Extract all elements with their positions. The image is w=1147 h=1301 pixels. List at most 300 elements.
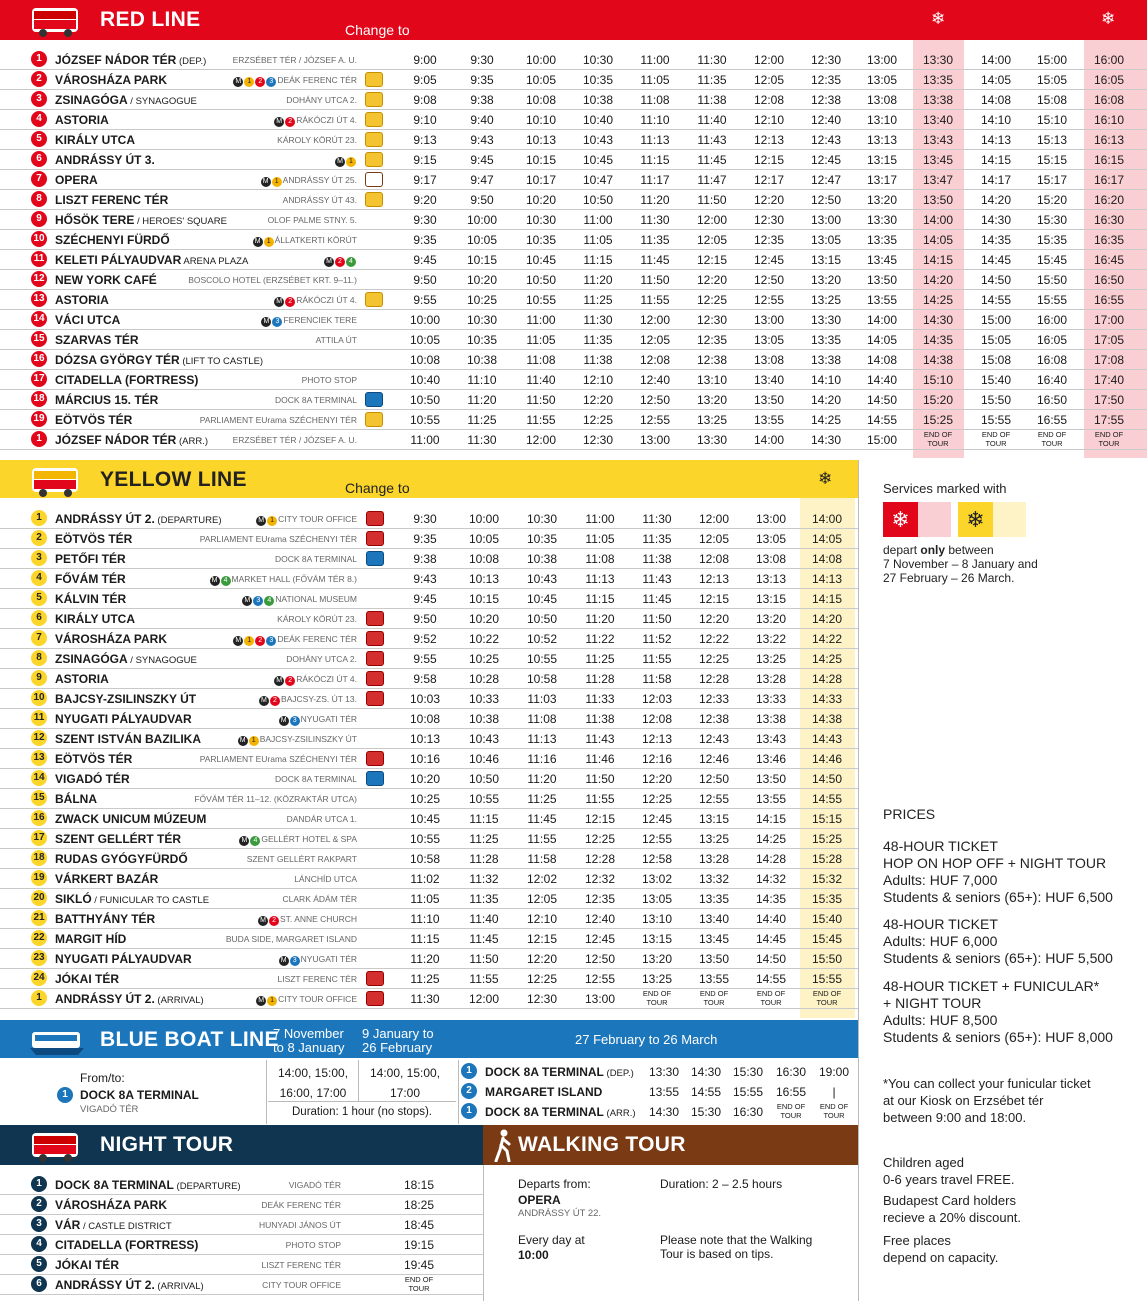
- stop-number: 1: [461, 1103, 477, 1119]
- stop-name: [485, 1085, 602, 1099]
- metro-line-icon: 2: [255, 636, 265, 646]
- divider: [483, 1165, 484, 1301]
- departure-time: 14:15: [811, 592, 843, 606]
- departure-time: 11:00: [640, 53, 670, 67]
- metro-line-icon: 1: [244, 77, 254, 87]
- stop-name: [55, 652, 197, 666]
- connection-text: RÁKÓCZI ÚT 4.: [296, 295, 357, 305]
- stop-name-main: JÓZSEF NÁDOR TÉR: [55, 433, 177, 447]
- departure-time: 12:28: [584, 852, 616, 866]
- departure-time: 12:02: [526, 872, 558, 886]
- departure-time: 13:25: [641, 972, 673, 986]
- departure-time: 13:00: [753, 313, 785, 327]
- metro-line-icon: M: [253, 237, 263, 247]
- departure-time: 10:50: [468, 772, 500, 786]
- metro-line-icon: M: [256, 516, 266, 526]
- departure-time: 15:50: [1036, 273, 1068, 287]
- departure-time: 11:35: [583, 333, 613, 347]
- metro-line-icon: M: [279, 956, 289, 966]
- departure-time: 10:45: [409, 812, 441, 826]
- departure-time: 12:05: [753, 73, 785, 87]
- departure-time: 15:55: [732, 1085, 764, 1099]
- stop-number: 1: [57, 1087, 73, 1103]
- legend-text: depart only between 7 November – 8 January and 27 February – 26 March.: [883, 543, 1038, 585]
- red-line-header: [0, 0, 1147, 40]
- departure-time: 14:38: [922, 353, 954, 367]
- metro-line-icon: M: [324, 257, 334, 267]
- boat-icon: [28, 1022, 86, 1058]
- stop-number: 13: [31, 750, 47, 766]
- departure-time: 11:30: [410, 992, 440, 1006]
- transfer-bus-icon: [366, 631, 384, 646]
- stop-connection: [277, 135, 357, 145]
- departure-time: 14:08: [811, 552, 843, 566]
- stop-name: [55, 353, 263, 367]
- departure-time: 12:25: [641, 792, 673, 806]
- departure-time: 9:50: [413, 273, 437, 287]
- departure-time: 11:50: [640, 273, 670, 287]
- walking-tour-title: WALKING TOUR: [518, 1133, 686, 1156]
- metro-line-icon: 2: [335, 257, 345, 267]
- stop-name-main: VÁCI UTCA: [55, 313, 121, 327]
- departure-time: 15:45: [811, 932, 843, 946]
- metro-line-icon: 1: [244, 636, 254, 646]
- departure-time: 10:10: [525, 113, 557, 127]
- stop-connection: CITY TOUR OFFICE: [262, 1280, 341, 1290]
- departure-time: 14:25: [922, 293, 954, 307]
- departure-time: 11:02: [410, 872, 440, 886]
- departure-time: 10:08: [409, 712, 441, 726]
- departure-time: 12:08: [698, 552, 730, 566]
- stop-name: [55, 772, 130, 786]
- departure-time: 10:55: [409, 413, 441, 427]
- walking-departs-place: OPERA: [518, 1193, 561, 1207]
- stop-connection: [239, 834, 357, 846]
- departure-time: 9:08: [413, 93, 437, 107]
- departure-time: 14:20: [980, 193, 1012, 207]
- departure-time: 13:05: [755, 532, 787, 546]
- stop-connection: [261, 315, 357, 327]
- blue-period-3: 27 February to 26 March: [575, 1032, 718, 1047]
- departure-time: 14:20: [811, 612, 843, 626]
- departure-time: 10:00: [466, 213, 498, 227]
- stop-number: 3: [31, 91, 47, 107]
- departure-time: 13:35: [922, 73, 954, 87]
- departure-time: 12:40: [584, 912, 616, 926]
- end-of-tour: END OF TOUR: [776, 1102, 806, 1120]
- metro-line-icon: 2: [285, 297, 295, 307]
- departure-time: 10:20: [525, 193, 557, 207]
- connection-text: DOCK 8A TERMINAL: [274, 554, 357, 564]
- transfer-bus-icon: [366, 991, 384, 1006]
- departure-time: 10:38: [466, 353, 498, 367]
- departure-time: 11:46: [585, 752, 615, 766]
- stop-name: [55, 193, 168, 207]
- stop-name-main: KIRÁLY UTCA: [55, 133, 136, 147]
- departure-time: 12:25: [526, 972, 558, 986]
- blue-boat-header: [0, 1020, 858, 1058]
- departure-time: 16:08: [1093, 93, 1125, 107]
- departure-time: 11:40: [526, 373, 556, 387]
- departure-time: 13:55: [753, 413, 785, 427]
- departure-time: 10:55: [525, 293, 557, 307]
- walking-person-icon: [491, 1128, 515, 1162]
- departure-time: 12:10: [526, 912, 558, 926]
- stop-name-main: VIGADÓ TÉR: [55, 772, 130, 786]
- table-row: [0, 70, 1147, 90]
- departure-time: 9:45: [413, 592, 437, 606]
- stop-number: 4: [31, 1236, 47, 1252]
- table-row: [0, 370, 1147, 390]
- departure-time: 11:25: [585, 652, 615, 666]
- stop-number: 10: [31, 690, 47, 706]
- connection-text: PHOTO STOP: [301, 375, 357, 385]
- stop-connection: [283, 894, 357, 904]
- departure-time: 10:35: [525, 233, 557, 247]
- metro-line-icon: M: [274, 676, 284, 686]
- departure-time: 10:50: [526, 612, 558, 626]
- connection-text: NYUGATI TÉR: [300, 714, 357, 724]
- stop-connection: [316, 335, 357, 345]
- departure-time: 16:40: [1036, 373, 1068, 387]
- departure-time: 11:00: [526, 313, 556, 327]
- departure-time: 13:20: [696, 393, 728, 407]
- stop-number: 21: [31, 910, 47, 926]
- departure-time: 12:55: [753, 293, 785, 307]
- departure-time: 11:03: [527, 692, 557, 706]
- departure-time: 9:47: [470, 173, 494, 187]
- departure-time: 11:43: [642, 572, 672, 586]
- stop-name-sub: (DEP.): [603, 1068, 634, 1079]
- connection-text: BOSCOLO HOTEL (ERZSÉBET KRT. 9–11.): [188, 275, 357, 285]
- departure-time: 12:15: [753, 153, 785, 167]
- stop-name: [55, 113, 109, 127]
- stop-connection: [268, 215, 357, 225]
- stop-name-main: BAJCSY-ZSILINSZKY ÚT: [55, 692, 197, 706]
- transfer-bus-icon: [366, 551, 384, 566]
- departure-time: 15:00: [980, 313, 1012, 327]
- stop-name-sub: (DEPARTURE): [173, 1181, 241, 1192]
- departure-time: 9:55: [413, 652, 437, 666]
- departure-time: 13:00: [866, 53, 898, 67]
- stop-name-main: SZENT ISTVÁN BAZILIKA: [55, 732, 201, 746]
- departure-time: 14:55: [866, 413, 898, 427]
- departure-time: 10:08: [468, 552, 500, 566]
- connection-text: NATIONAL MUSEUM: [275, 594, 357, 604]
- departure-time: 13:13: [866, 133, 898, 147]
- departure-time: 16:15: [1093, 153, 1125, 167]
- departure-time: 15:10: [1036, 113, 1068, 127]
- stop-name-main: KELETI PÁLYAUDVAR: [55, 253, 182, 267]
- departure-time: 15:05: [1036, 73, 1068, 87]
- table-row: [0, 509, 858, 529]
- departure-time: 11:45: [697, 153, 727, 167]
- stop-name: [55, 972, 119, 986]
- stop-name-sub: / FUNICULAR TO CASTLE: [91, 895, 210, 906]
- table-row: [0, 629, 858, 649]
- stop-name-main: ANDRÁSSY ÚT 2.: [55, 1278, 155, 1292]
- price-line: 48-HOUR TICKET: [883, 916, 998, 932]
- departure-time: 10:45: [525, 253, 557, 267]
- departure-time: 15:50: [811, 952, 843, 966]
- departure-time: 11:52: [642, 632, 672, 646]
- transfer-bus-icon: [365, 112, 383, 127]
- departure-time: 13:50: [866, 273, 898, 287]
- table-row: [0, 130, 1147, 150]
- departure-time: 13:30: [696, 433, 728, 447]
- departure-time: 10:50: [582, 193, 614, 207]
- departure-time: 11:55: [640, 293, 670, 307]
- connection-text: PARLIAMENT EUrama SZÉCHENYI TÉR: [199, 754, 357, 764]
- departure-time: 12:38: [810, 93, 842, 107]
- connection-text: DOHÁNY UTCA 2.: [286, 654, 357, 664]
- departure-time: 12:20: [753, 193, 785, 207]
- metro-line-icon: 1: [272, 177, 282, 187]
- departure-time: 11:13: [527, 732, 557, 746]
- prices-title: PRICES: [883, 806, 936, 822]
- departure-time: 13:10: [696, 373, 728, 387]
- stop-number: 1: [31, 51, 47, 67]
- departure-time: 9:45: [413, 253, 437, 267]
- departure-time: 11:40: [469, 912, 499, 926]
- departure-time: 13:43: [755, 732, 787, 746]
- departure-time: 10:45: [526, 592, 558, 606]
- departure-time: 13:43: [922, 133, 954, 147]
- departure-time: 11:08: [640, 93, 670, 107]
- stop-connection: [233, 634, 357, 646]
- departure-time: 11:15: [410, 932, 440, 946]
- departure-time: 15:13: [1036, 133, 1068, 147]
- departure-time: 16:00: [1093, 53, 1125, 67]
- departure-time: 14:28: [811, 672, 843, 686]
- departure-time: 16:55: [775, 1085, 807, 1099]
- departure-time: 12:50: [753, 273, 785, 287]
- stop-name: [485, 1105, 636, 1119]
- stop-connection: [247, 854, 357, 864]
- departure-time: 15:40: [980, 373, 1012, 387]
- stop-number: 2: [31, 1196, 47, 1212]
- departure-time: 12:17: [753, 173, 785, 187]
- stop-number: 8: [31, 191, 47, 207]
- connection-text: DOHÁNY UTCA 2.: [286, 95, 357, 105]
- connection-text: DEÁK FERENC TÉR: [277, 634, 357, 644]
- departure-time: 11:30: [697, 53, 727, 67]
- departure-time: 11:13: [640, 133, 670, 147]
- price-line: at our Kiosk on Erzsébet tér: [883, 1093, 1044, 1108]
- stop-name: [55, 1198, 167, 1212]
- night-tour-timetable: [0, 1175, 483, 1295]
- departure-time: 15:40: [811, 912, 843, 926]
- departure-time: 12:25: [696, 293, 728, 307]
- end-of-tour: END OF TOUR: [981, 430, 1011, 448]
- departure-time: 10:03: [409, 692, 441, 706]
- departure-time: 19:45: [403, 1258, 435, 1272]
- stop-number: 16: [31, 351, 47, 367]
- red-change-to: Change to: [345, 22, 410, 38]
- stop-name: [55, 1178, 241, 1192]
- departure-time: 17:40: [1093, 373, 1125, 387]
- stop-number: 7: [31, 171, 47, 187]
- departure-time: 9:20: [413, 193, 437, 207]
- price-line: Children aged: [883, 1155, 964, 1170]
- departure-time: 16:50: [1093, 273, 1125, 287]
- departure-time: 11:45: [640, 253, 670, 267]
- departure-time: 11:25: [410, 972, 440, 986]
- connection-text: BAJCSY-ZSILINSZKY ÚT: [259, 734, 357, 744]
- connection-text: ANDRÁSSY ÚT 43.: [282, 195, 357, 205]
- departure-time: 12:25: [584, 832, 616, 846]
- stop-number: 9: [31, 211, 47, 227]
- metro-line-icon: 3: [272, 317, 282, 327]
- departure-time: 10:35: [582, 73, 614, 87]
- metro-line-icon: 2: [285, 117, 295, 127]
- departure-time: 10:30: [525, 213, 557, 227]
- departure-time: 13:10: [866, 113, 898, 127]
- departure-time: 11:30: [467, 433, 497, 447]
- departure-time: 14:40: [866, 373, 898, 387]
- departure-time: 10:43: [526, 572, 558, 586]
- stop-name-main: ANDRÁSSY ÚT 2.: [55, 512, 155, 526]
- departure-time: 13:00: [810, 213, 842, 227]
- departure-time: 13:50: [753, 393, 785, 407]
- departure-time: 12:05: [698, 532, 730, 546]
- stop-connection: [286, 95, 357, 105]
- table-row: [0, 849, 858, 869]
- price-line: depend on capacity.: [883, 1250, 999, 1265]
- legend-intro: Services marked with: [883, 481, 1007, 496]
- departure-time: 14:40: [755, 912, 787, 926]
- departure-time: 11:08: [585, 552, 615, 566]
- departure-time: 14:00: [980, 53, 1012, 67]
- stop-connection: [259, 694, 357, 706]
- stop-number: 4: [31, 570, 47, 586]
- stop-connection: [194, 794, 357, 804]
- departure-time: 10:43: [582, 133, 614, 147]
- departure-time: 16:30: [775, 1065, 807, 1079]
- yellow-line-timetable: [0, 509, 858, 1009]
- departure-time: 10:40: [582, 113, 614, 127]
- funicular-note: [883, 1075, 1091, 1126]
- transfer-bus-icon: [365, 392, 383, 407]
- table-row: [0, 1195, 483, 1215]
- departure-time: 11:40: [697, 113, 727, 127]
- stop-number: 6: [31, 151, 47, 167]
- stop-name: [55, 812, 206, 826]
- stop-name: [55, 273, 157, 287]
- departure-time: 13:20: [755, 612, 787, 626]
- departure-time: 14:13: [811, 572, 843, 586]
- departure-time: 10:05: [409, 333, 441, 347]
- departure-time: 10:05: [468, 532, 500, 546]
- stop-connection: [275, 554, 357, 564]
- departure-time: 12:33: [698, 692, 730, 706]
- departure-time: 11:15: [585, 592, 615, 606]
- departure-time: 11:55: [526, 413, 556, 427]
- stop-name-sub: / SYNAGOGUE: [127, 655, 197, 666]
- departure-time: 12:30: [582, 433, 614, 447]
- departure-time: 11:00: [583, 213, 613, 227]
- connection-text: RÁKÓCZI ÚT 4.: [296, 674, 357, 684]
- departure-time: 15:20: [922, 393, 954, 407]
- transfer-bus-icon: [366, 751, 384, 766]
- departure-time: 11:50: [697, 193, 727, 207]
- departure-time: 12:00: [696, 213, 728, 227]
- stop-connection: [242, 594, 357, 606]
- stop-name-sub: ARENA PLAZA: [181, 256, 249, 267]
- connection-text: SZENT GELLÉRT RAKPART: [246, 854, 357, 864]
- table-row: [430, 1082, 858, 1102]
- departure-time: 11:16: [527, 752, 557, 766]
- table-row: [0, 350, 1147, 370]
- table-row: [0, 150, 1147, 170]
- departure-time: 9:30: [413, 512, 437, 526]
- price-line: + NIGHT TOUR: [883, 995, 982, 1011]
- departure-time: 14:05: [980, 73, 1012, 87]
- departure-time: 12:35: [696, 333, 728, 347]
- divider: [358, 1060, 359, 1102]
- stop-connection: DEÁK FERENC TÉR: [261, 1200, 341, 1210]
- metro-line-icon: 4: [346, 257, 356, 267]
- departure-time: 13:28: [698, 852, 730, 866]
- metro-line-icon: 2: [255, 77, 265, 87]
- snowflake-icon: ❄: [818, 469, 833, 488]
- budapest-card-note: [883, 1192, 1021, 1226]
- stop-name-main: ZSINAGÓGA: [55, 93, 128, 107]
- departure-time: 14:15: [922, 253, 954, 267]
- departure-time: 11:55: [585, 792, 615, 806]
- departure-time: 13:40: [753, 373, 785, 387]
- departure-time: 10:55: [526, 652, 558, 666]
- departure-time: 10:17: [525, 173, 557, 187]
- connection-text: DEÁK FERENC TÉR: [277, 75, 357, 85]
- departure-time: 11:20: [527, 772, 557, 786]
- table-row: [0, 789, 858, 809]
- departure-time: 9:35: [413, 532, 437, 546]
- departure-time: 16:55: [1036, 413, 1068, 427]
- stop-name-sub: / CASTLE DISTRICT: [80, 1221, 172, 1232]
- departure-time: 12:03: [641, 692, 673, 706]
- stop-name-main: DOCK 8A TERMINAL: [55, 1178, 174, 1192]
- blue-from-label: From/to:: [80, 1071, 125, 1085]
- stop-name: [55, 732, 201, 746]
- stop-name: [55, 632, 167, 646]
- departure-time: 10:25: [468, 652, 500, 666]
- table-row: [0, 270, 1147, 290]
- departure-time: 14:05: [866, 333, 898, 347]
- stop-connection: [279, 954, 357, 966]
- stop-number: 2: [31, 530, 47, 546]
- stop-number: 12: [31, 730, 47, 746]
- stop-name: [55, 952, 192, 966]
- stop-name: [55, 73, 167, 87]
- departure-time: 12:58: [641, 852, 673, 866]
- departure-time: 9:13: [413, 133, 437, 147]
- departure-time: 13:20: [641, 952, 673, 966]
- stop-name-main: OPERA: [55, 173, 98, 187]
- departure-time: 13:45: [866, 253, 898, 267]
- price-line: Students & seniors (65+): HUF 8,000: [883, 1029, 1113, 1045]
- metro-line-icon: 3: [290, 716, 300, 726]
- departure-time: 12:40: [639, 373, 671, 387]
- table-row: [0, 529, 858, 549]
- walking-departs-label: Departs from:: [518, 1177, 591, 1191]
- yellow-bus-icon: [28, 462, 86, 498]
- departure-time: 9:55: [413, 293, 437, 307]
- departure-time: 14:00: [753, 433, 785, 447]
- end-of-tour: END OF TOUR: [819, 1102, 849, 1120]
- transfer-bus-icon: [366, 671, 384, 686]
- stop-name: [55, 612, 135, 626]
